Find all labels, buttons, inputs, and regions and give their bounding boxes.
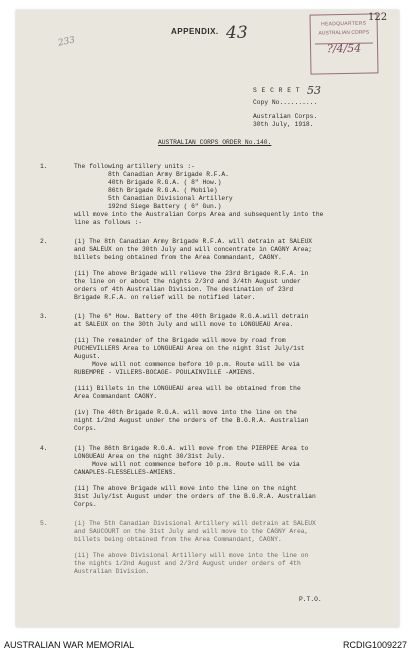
footer-institution: AUSTRALIAN WAR MEMORIAL bbox=[4, 640, 135, 650]
stamp-number: ?/4/54 bbox=[326, 41, 362, 56]
para-1-unit: 8th Canadian Army Brigade R.F.A. bbox=[108, 171, 229, 178]
page-mark-122: 122 bbox=[368, 12, 388, 23]
para-2-number: 2. bbox=[40, 238, 48, 245]
para-5-line: (i) The 5th Canadian Divisional Artillery will detrain at SALEUX bbox=[74, 520, 316, 527]
footer-record-id: RCDIG1009227 bbox=[342, 640, 407, 650]
para-2-line: and SALEUX on the 30th July and will concentrate in CAGNY Area; bbox=[74, 246, 313, 253]
para-3-line: (ii) The remainder of the Brigade will move by road from bbox=[74, 337, 286, 344]
para-1-line: line as follows :- bbox=[74, 219, 143, 226]
para-1-unit: 86th Brigade R.G.A. ( Mobile) bbox=[108, 187, 218, 194]
para-4-line: Corps. bbox=[74, 501, 97, 508]
para-5-number: 5. bbox=[40, 520, 48, 527]
document-page bbox=[16, 10, 399, 627]
appendix-number: 43 bbox=[226, 23, 248, 43]
order-date: 30th July, 1918. bbox=[253, 121, 314, 128]
para-3-line: Area Commandant CAGNY. bbox=[74, 393, 158, 400]
para-4-line: LONGUEAU Area on the night 30/31st July. bbox=[74, 453, 226, 460]
para-1-unit: 5th Canadian Divisional Artillery bbox=[108, 195, 233, 202]
para-3-number: 3. bbox=[40, 313, 48, 320]
para-1-number: 1. bbox=[40, 163, 48, 170]
para-4-line: Move will not commence before 10 p.m. Route will be via bbox=[92, 461, 300, 468]
para-1-line: The following artillery units :- bbox=[74, 163, 195, 170]
page-mark-53: 53 bbox=[307, 84, 321, 97]
para-1-unit: 192nd Siege Battery ( 6" Gun.) bbox=[108, 203, 222, 210]
para-5-line: and SAUCOURT on the 31st July and will move to the CAGNY Area, bbox=[74, 528, 309, 535]
para-3-line: (iii) Billets in the LONGUEAU area will be obtained from the bbox=[74, 385, 301, 392]
para-2-line: billets being obtained from the Area Commandant, CAGNY. bbox=[74, 254, 282, 261]
para-2-line: the line on or about the nights 2/3rd and 3/4th August under bbox=[74, 278, 301, 285]
para-5-line: (ii) The above Divisional Artillery will move into the line on bbox=[74, 552, 309, 559]
page-mark-233: 233 bbox=[57, 35, 77, 49]
para-3-line: RUBEMPRE - VILLERS-BOCAGE- POULAINVILLE -AMIENS. bbox=[74, 369, 256, 376]
para-3-line: (iv) The 40th Brigade R.G.A. will move into the line on the bbox=[74, 409, 297, 416]
para-3-line: at SALEUX on the 30th July and will move to LONGUEAU Area. bbox=[74, 321, 294, 328]
para-5-line: Australian Division. bbox=[74, 568, 150, 575]
appendix-label: APPENDIX. bbox=[171, 27, 219, 36]
para-2-line: orders of 4th Australian Division. The destination of 23rd bbox=[74, 286, 294, 293]
para-3-line: August. bbox=[74, 353, 101, 360]
para-3-line: Corps. bbox=[74, 425, 97, 432]
para-2-line: (i) The 8th Canadian Army Brigade R.F.A. will detrain at SALEUX bbox=[74, 238, 313, 245]
para-3-line: Move will not commence before 10 p.m. Route will be via bbox=[92, 361, 300, 368]
para-5-line: billets being obtained from the Area Commandant, CAGNY. bbox=[74, 536, 282, 543]
para-4-line: 31st July/1st August under the orders of the B.G.R.A. Australian bbox=[74, 493, 316, 500]
para-4-number: 4. bbox=[40, 445, 48, 452]
para-3-line: (i) The 6" How. Battery of the 40th Brigade R.G.A.will detrain bbox=[74, 313, 309, 320]
pto-mark: P.T.O. bbox=[299, 596, 322, 603]
formation: Australian Corps. bbox=[253, 113, 318, 120]
para-3-line: PUCHEVILLERS Area to LONGUEAU Area on the night 31st July/1st bbox=[74, 345, 305, 352]
para-2-line: Brigade R.F.A. on relief will be notified later. bbox=[74, 294, 256, 301]
stamp-line-2: AUSTRALIAN CORPS bbox=[318, 29, 370, 37]
para-4-line: CANAPLES-FLESSELLES-AMIENS. bbox=[74, 469, 177, 476]
para-3-line: night 1/2nd August under the orders of the B.G.R.A. Australian bbox=[74, 417, 309, 424]
stamp-line-1: HEADQUARTERS bbox=[321, 20, 367, 28]
copy-number: Copy No.......... bbox=[253, 99, 318, 106]
para-1-unit: 40th Brigade R.G.A. ( 8" How.) bbox=[108, 179, 222, 186]
para-4-line: (i) The 86th Brigade R.G.A. will move from the PIERPEE Area to bbox=[74, 445, 309, 452]
para-1-line: will move into the Australian Corps Area and subsequently into the bbox=[74, 211, 324, 218]
classification: S E C R E T bbox=[253, 87, 301, 94]
para-5-line: the nights 1/2nd August and 2/3rd August under orders of 4th bbox=[74, 560, 301, 567]
para-2-line: (ii) The above Brigade will relieve the 23rd Brigade R.F.A. in bbox=[74, 270, 309, 277]
para-4-line: (ii) The above Brigade will move into the line on the night bbox=[74, 485, 297, 492]
order-title: AUSTRALIAN CORPS ORDER No.140. bbox=[158, 139, 272, 146]
